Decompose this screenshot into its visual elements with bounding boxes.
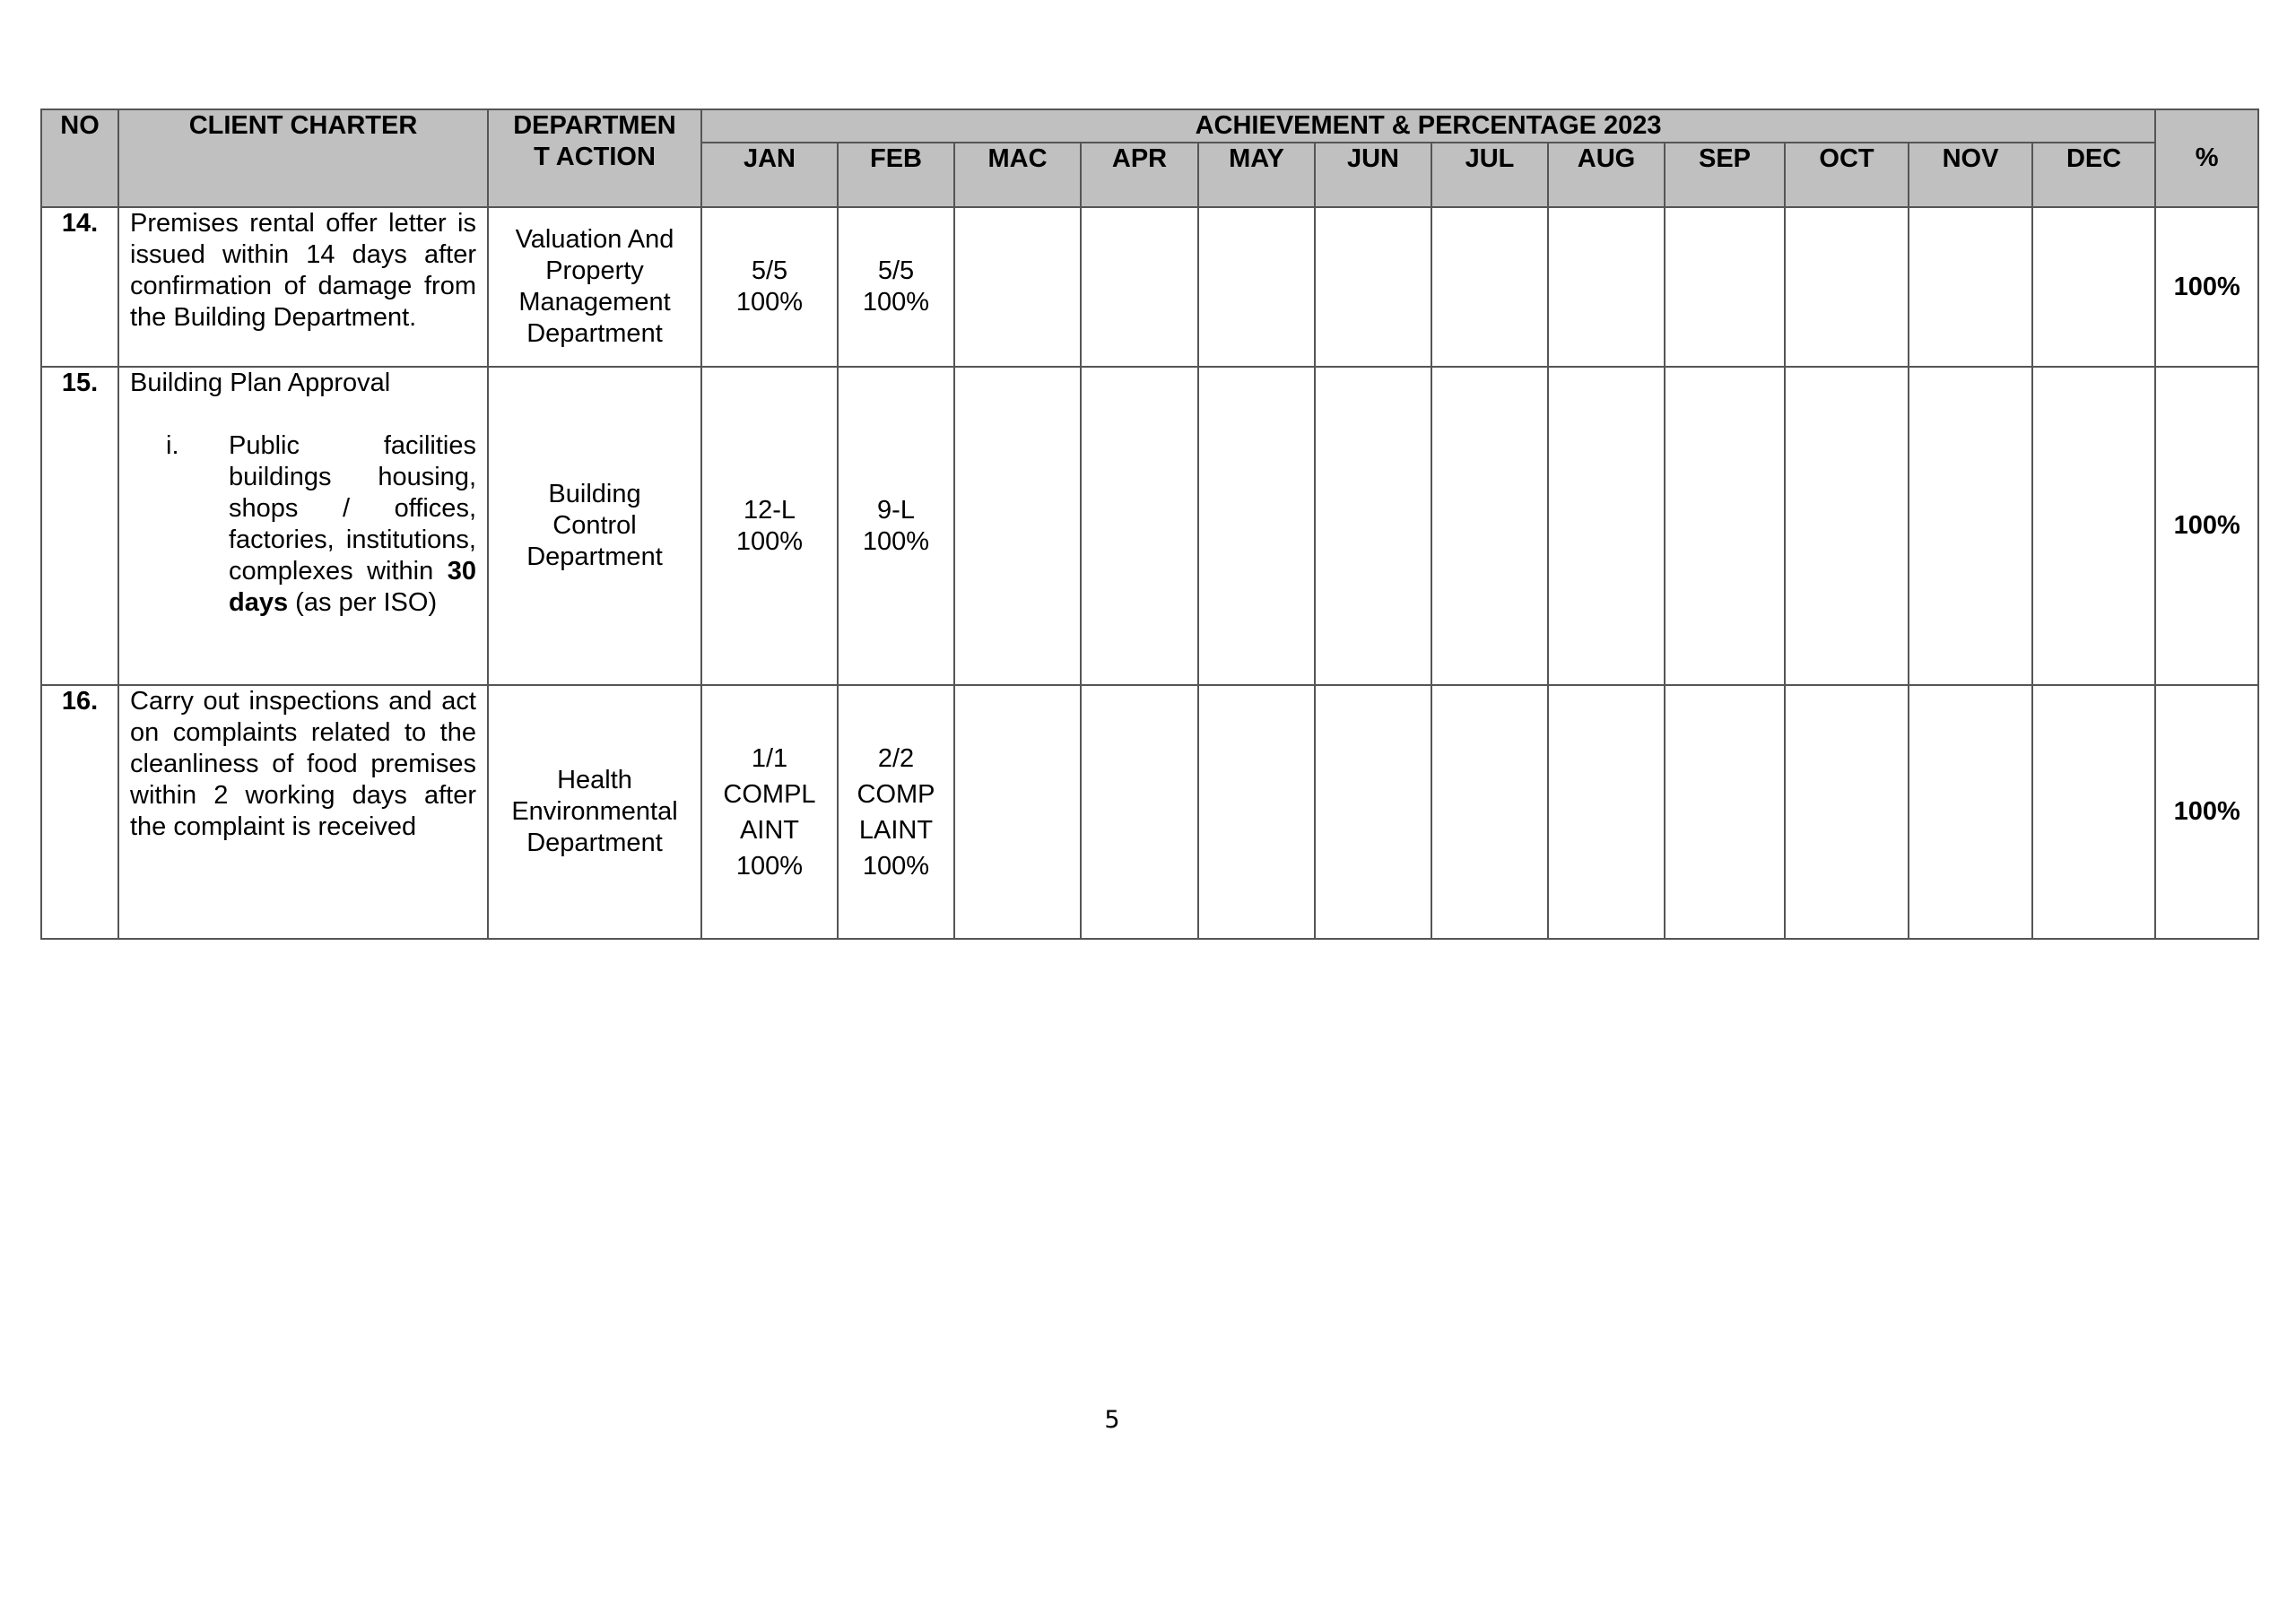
jan-cell [701, 367, 838, 685]
header-department-action-line1: DEPARTMEN [513, 111, 676, 140]
jan-percent: 100% [735, 526, 804, 556]
sub-item-text [229, 430, 476, 619]
feb-count: 2/2 [877, 743, 915, 773]
department-line: Control [552, 511, 637, 540]
sub-item-bold: 30 days [229, 557, 476, 617]
dec-cell [2032, 207, 2155, 367]
department-line: Health [557, 766, 632, 794]
oct-cell [1785, 685, 1909, 939]
charter-text: Premises rental offer letter is issued within 14 days after confirmation of damage from the Building Department. [118, 207, 488, 367]
row-number: 14. [41, 207, 118, 367]
charter-text: Carry out inspections and act on complaints related to the cleanliness of food premises within 2 working days after the complaint is received [118, 685, 488, 939]
header-month-mac: MAC [954, 143, 1081, 207]
jan-count: 5/5 [751, 256, 788, 285]
header-percent: % [2155, 109, 2258, 207]
row-percent: 100% [2155, 207, 2258, 367]
sub-item-number: i. [166, 431, 179, 460]
sep-cell [1665, 685, 1785, 939]
feb-cell [838, 685, 954, 939]
sub-item-text-before: Public facilities buildings housing, shops / offices, factories, institutions, complexes within [229, 431, 476, 586]
jun-cell [1315, 685, 1431, 939]
mac-cell [954, 685, 1081, 939]
department-line: Department [526, 319, 663, 348]
department-cell [488, 685, 701, 939]
dec-cell [2032, 685, 2155, 939]
header-month-apr: APR [1081, 143, 1198, 207]
sep-cell [1665, 207, 1785, 367]
feb-percent: 100% [862, 288, 930, 317]
charter-text [118, 367, 488, 685]
nov-cell [1909, 207, 2032, 367]
aug-cell [1548, 207, 1665, 367]
jul-cell [1431, 367, 1548, 685]
feb-count: 5/5 [877, 256, 915, 285]
may-cell [1198, 685, 1315, 939]
nov-cell [1909, 685, 2032, 939]
department-line: Building [548, 480, 641, 508]
dec-cell [2032, 367, 2155, 685]
feb-percent: 100% [862, 526, 930, 556]
jan-label: AINT [739, 815, 800, 845]
header-no: NO [41, 109, 118, 207]
feb-percent: 100% [862, 851, 930, 881]
sep-cell [1665, 367, 1785, 685]
header-month-jun: JUN [1315, 143, 1431, 207]
table-row [41, 685, 2258, 939]
feb-label: LAINT [858, 815, 934, 845]
header-achievement: ACHIEVEMENT & PERCENTAGE 2023 [701, 109, 2155, 143]
feb-cell [838, 367, 954, 685]
department-cell [488, 207, 701, 367]
mac-cell [954, 207, 1081, 367]
mac-cell [954, 367, 1081, 685]
row-number: 15. [41, 367, 118, 685]
feb-label: COMP [857, 779, 935, 809]
header-month-oct: OCT [1785, 143, 1909, 207]
client-charter-table [40, 108, 2259, 940]
department-line: Property [545, 256, 644, 285]
oct-cell [1785, 367, 1909, 685]
sub-item-text-after: (as per ISO) [288, 588, 438, 617]
header-month-dec: DEC [2032, 143, 2155, 207]
row-percent: 100% [2155, 685, 2258, 939]
header-month-may: MAY [1198, 143, 1315, 207]
jun-cell [1315, 367, 1431, 685]
jul-cell [1431, 685, 1548, 939]
department-line: Valuation And [515, 225, 674, 254]
apr-cell [1081, 367, 1198, 685]
aug-cell [1548, 367, 1665, 685]
jan-count: 1/1 [751, 743, 788, 773]
jan-cell [701, 685, 838, 939]
header-month-feb: FEB [838, 143, 954, 207]
jan-percent: 100% [735, 288, 804, 317]
header-department-action [488, 109, 701, 207]
row-percent: 100% [2155, 367, 2258, 685]
jan-count: 12-L [743, 495, 796, 525]
jul-cell [1431, 207, 1548, 367]
apr-cell [1081, 685, 1198, 939]
department-line: Environmental [511, 797, 678, 826]
oct-cell [1785, 207, 1909, 367]
page-number: 5 [1104, 1406, 1120, 1434]
nov-cell [1909, 367, 2032, 685]
may-cell [1198, 207, 1315, 367]
aug-cell [1548, 685, 1665, 939]
table-row [41, 367, 2258, 685]
header-month-aug: AUG [1548, 143, 1665, 207]
jan-percent: 100% [735, 851, 804, 881]
header-month-jul: JUL [1431, 143, 1548, 207]
feb-cell [838, 207, 954, 367]
apr-cell [1081, 207, 1198, 367]
table-row [41, 207, 2258, 367]
jan-label: COMPL [723, 779, 816, 809]
header-month-jan: JAN [701, 143, 838, 207]
jan-cell [701, 207, 838, 367]
department-line: Management [518, 288, 671, 317]
charter-title: Building Plan Approval [130, 369, 391, 397]
header-month-sep: SEP [1665, 143, 1785, 207]
header-department-action-line2: T ACTION [534, 143, 656, 171]
feb-count: 9-L [877, 495, 915, 525]
department-line: Department [526, 829, 663, 857]
row-number: 16. [41, 685, 118, 939]
charter-sub-item [130, 430, 476, 619]
may-cell [1198, 367, 1315, 685]
department-line: Department [526, 542, 663, 571]
header-client-charter: CLIENT CHARTER [118, 109, 488, 207]
jun-cell [1315, 207, 1431, 367]
department-cell [488, 367, 701, 685]
header-month-nov: NOV [1909, 143, 2032, 207]
